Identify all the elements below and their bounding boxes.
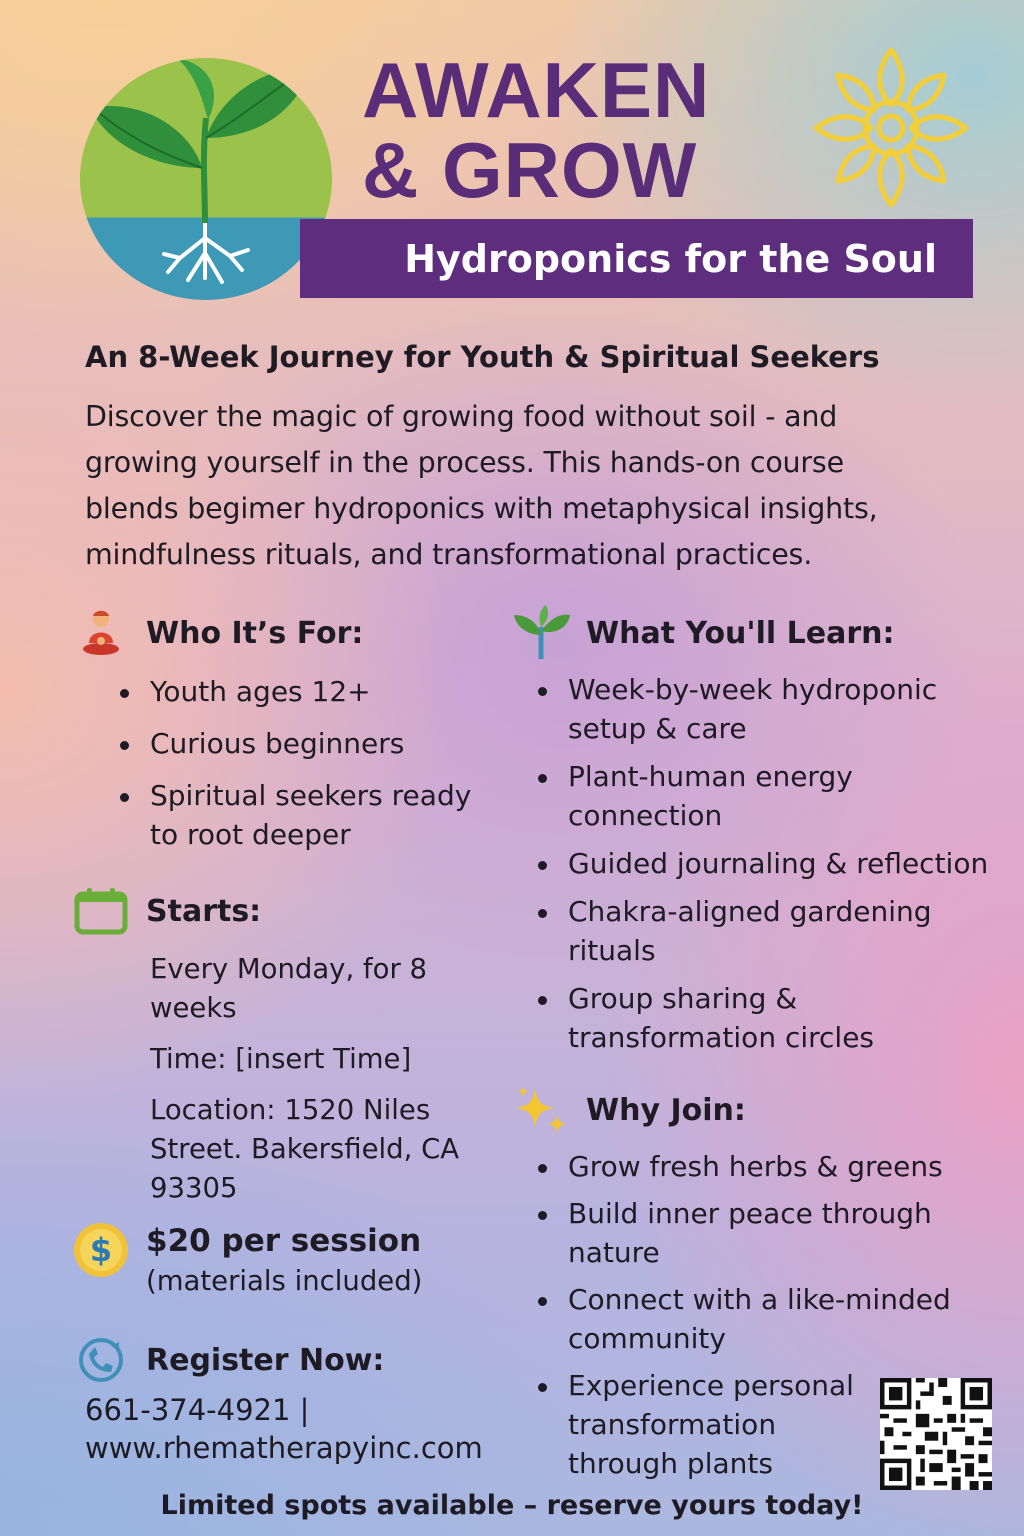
sprout-icon xyxy=(80,58,332,300)
title-line-1: AWAKEN xyxy=(362,46,711,134)
learn-list xyxy=(538,670,1008,1057)
list-item: Build inner peace through nature xyxy=(538,1194,958,1272)
seedling-icon xyxy=(510,608,572,658)
price-section xyxy=(70,1220,510,1301)
who-heading: Who It’s For: xyxy=(146,615,364,651)
time-text: Time: [insert Time] xyxy=(150,1043,412,1075)
subtitle-banner xyxy=(300,219,973,298)
list-item: Chakra-aligned gardening rituals xyxy=(538,892,978,970)
who-section-header xyxy=(70,608,510,658)
learn-section-header xyxy=(510,608,1010,658)
schedule-text: Every Monday, for 8 weeks xyxy=(150,953,427,1024)
register-heading: Register Now: xyxy=(146,1342,385,1378)
banner-text: Hydroponics for the Soul xyxy=(404,236,937,281)
svg-text:$: $ xyxy=(89,1231,113,1269)
intro-paragraph xyxy=(85,394,985,578)
list-item: Grow fresh herbs & greens xyxy=(538,1147,1010,1186)
intro-line: blends begimer hydroponics with metaphysical insights, xyxy=(85,492,878,525)
price-note: (materials included) xyxy=(146,1265,423,1297)
left-column xyxy=(70,608,510,1467)
list-item: Curious beginners xyxy=(120,724,510,763)
starts-details xyxy=(150,950,500,1208)
why-heading: Why Join: xyxy=(586,1092,746,1128)
starts-section-header xyxy=(70,886,510,936)
list-item: Week-by-week hydroponic setup & care xyxy=(538,670,978,748)
title-line-2: & GROW xyxy=(362,126,698,214)
location-text: Location: 1520 Niles Street. Bakersfield, CA 93305 xyxy=(150,1094,460,1204)
intro-line: Discover the magic of growing food without soil - and xyxy=(85,400,838,433)
qr-code[interactable] xyxy=(880,1378,992,1490)
sparkles-icon xyxy=(510,1085,572,1135)
list-item: Youth ages 12+ xyxy=(120,672,510,711)
contact-info xyxy=(85,1391,510,1467)
intro-heading: An 8-Week Journey for Youth & Spiritual Seekers xyxy=(85,340,880,374)
list-item: Plant-human energy connection xyxy=(538,757,908,835)
footer-cta: Limited spots available – reserve yours today! xyxy=(160,1490,864,1521)
title xyxy=(362,46,711,214)
list-item: Spiritual seekers ready to root deeper xyxy=(120,776,490,854)
calendar-icon xyxy=(70,886,132,936)
intro-line: growing yourself in the process. This hands-on course xyxy=(85,446,844,479)
lotus-mandala-icon xyxy=(806,40,976,215)
starts-heading: Starts: xyxy=(146,893,262,929)
list-item: Connect with a like-minded community xyxy=(538,1280,978,1358)
logo xyxy=(80,58,332,300)
dollar-coin-icon xyxy=(70,1220,132,1280)
who-list xyxy=(120,672,510,854)
intro-line: mindfulness rituals, and transformational practices. xyxy=(85,538,813,571)
phone-number[interactable]: 661-374-4921 | xyxy=(85,1393,310,1427)
phone-icon xyxy=(70,1335,132,1385)
learn-heading: What You'll Learn: xyxy=(586,615,895,651)
list-item: Group sharing & transformation circles xyxy=(538,979,938,1057)
list-item: Guided journaling & reflection xyxy=(538,844,1008,883)
list-item: Experience personal transformation through plants xyxy=(538,1366,858,1483)
meditating-person-icon xyxy=(70,608,132,658)
right-column xyxy=(510,608,1010,1483)
price-amount: $20 per session xyxy=(146,1223,422,1259)
register-section-header xyxy=(70,1335,510,1385)
website-link[interactable]: www.rhematherapyinc.com xyxy=(85,1431,483,1465)
why-section-header xyxy=(510,1085,1010,1135)
